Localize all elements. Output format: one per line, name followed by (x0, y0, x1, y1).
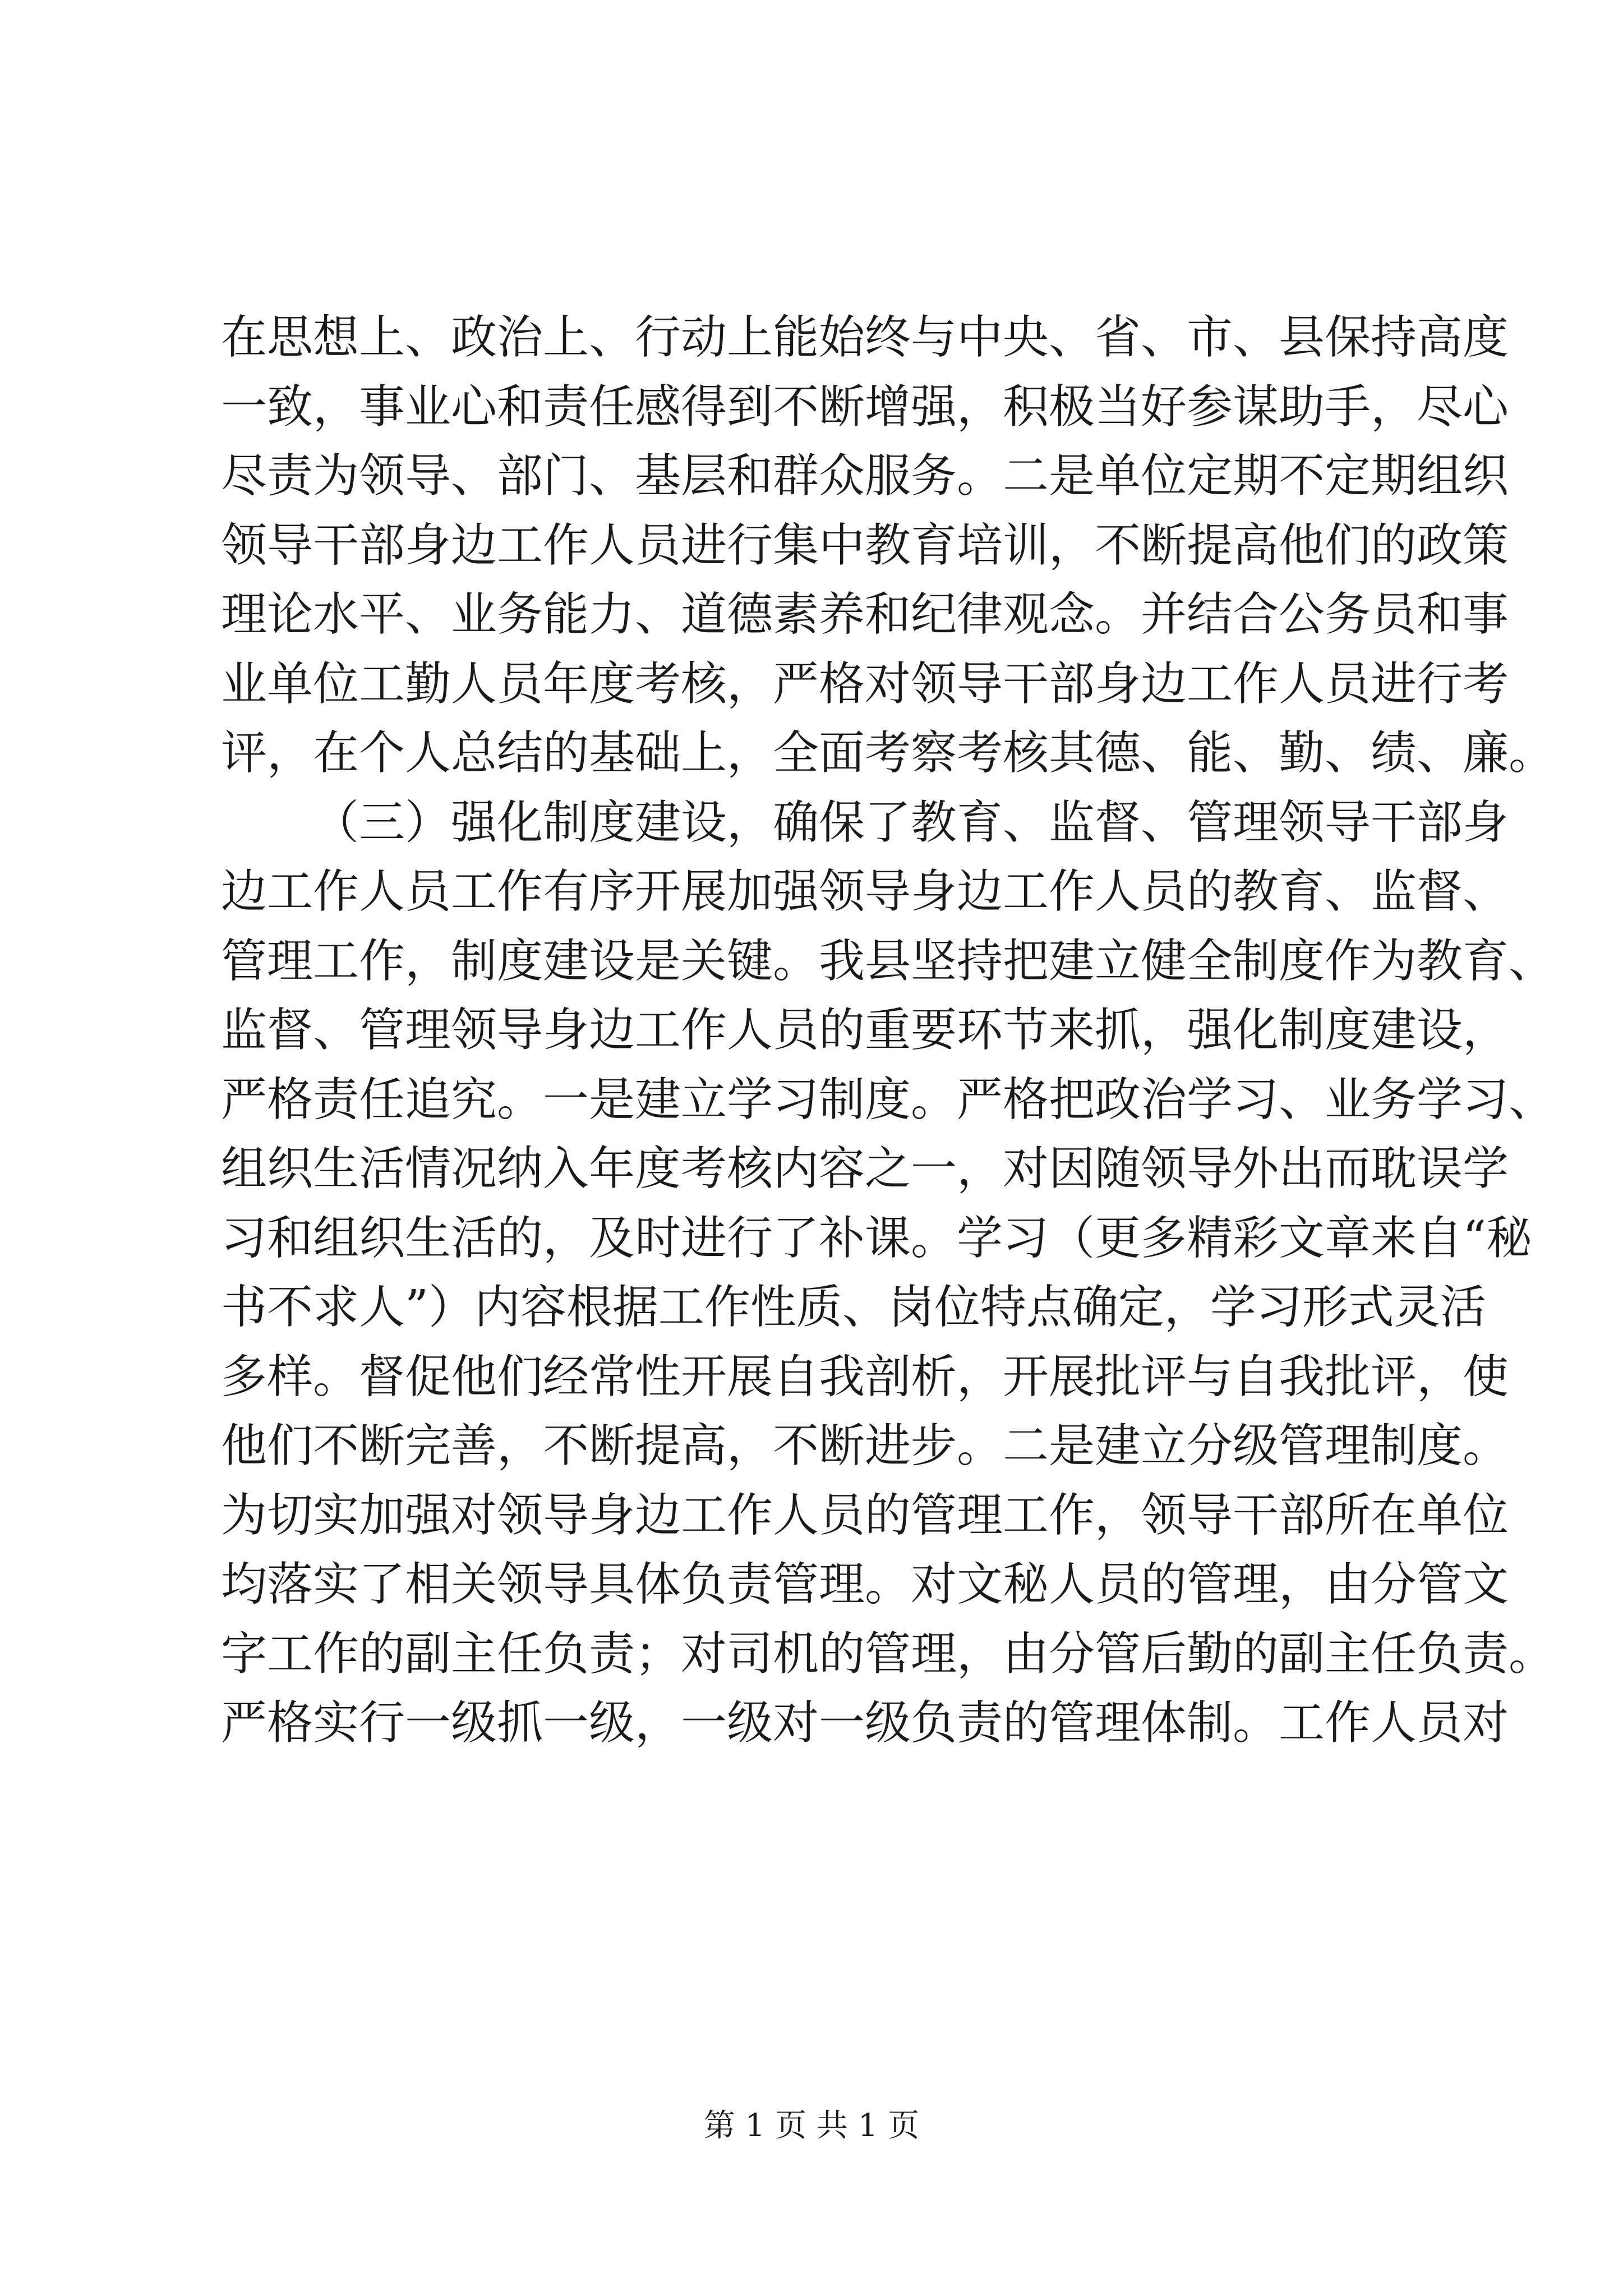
text-line: 尽责为领导、部门、基层和群众服务。二是单位定期不定期组织 (221, 449, 1509, 503)
text-line: 字工作的副主任负责；对司机的管理，由分管后勤的副主任负责。 (221, 1627, 1555, 1681)
body-text (221, 303, 1555, 1758)
text-line: 管理工作，制度建设是关键。我县坚持把建立健全制度作为教育、 (221, 934, 1555, 988)
text-line: 多样。督促他们经常性开展自我剖析，开展批评与自我批评，使 (221, 1350, 1509, 1404)
text-line: 监督、管理领导身边工作人员的重要环节来抓，强化制度建设， (221, 1004, 1509, 1057)
text-line: 书不求人”）内容根据工作性质、岗位特点确定，学习形式灵活 (221, 1281, 1486, 1334)
text-line: 他们不断完善，不断提高，不断进步。二是建立分级管理制度。 (221, 1419, 1509, 1473)
text-line: 一致，事业心和责任感得到不断增强，积极当好参谋助手，尽心 (221, 380, 1509, 434)
text-line: 边工作人员工作有序开展加强领导身边工作人员的教育、监督、 (221, 865, 1509, 918)
text-line: 在思想上、政治上、行动上能始终与中央、省、市、县保持高度 (221, 311, 1509, 364)
text-line: 组织生活情况纳入年度考核内容之一，对因随领导外出而耽误学 (221, 1142, 1509, 1195)
text-line: 评，在个人总结的基础上，全面考察考核其德、能、勤、绩、廉。 (221, 726, 1555, 780)
page-number-footer: 第 1 页 共 1 页 (703, 2108, 920, 2144)
text-line: 理论水平、业务能力、道德素养和纪律观念。并结合公务员和事 (221, 588, 1509, 641)
text-line: 为切实加强对领导身边工作人员的管理工作，领导干部所在单位 (221, 1488, 1509, 1542)
text-line: 业单位工勤人员年度考核，严格对领导干部身边工作人员进行考 (221, 657, 1509, 711)
text-line: 领导干部身边工作人员进行集中教育培训，不断提高他们的政策 (221, 518, 1509, 572)
text-line: 习和组织生活的，及时进行了补课。学习（更多精彩文章来自“秘 (221, 1211, 1532, 1265)
text-line: 均落实了相关领导具体负责管理。对文秘人员的管理，由分管文 (221, 1558, 1509, 1611)
text-line: 严格实行一级抓一级，一级对一级负责的管理体制。工作人员对 (221, 1696, 1509, 1750)
section-heading-line: （三）强化制度建设，确保了教育、监督、管理领导干部身 (313, 795, 1509, 849)
text-line: 严格责任追究。一是建立学习制度。严格把政治学习、业务学习、 (221, 1073, 1555, 1126)
